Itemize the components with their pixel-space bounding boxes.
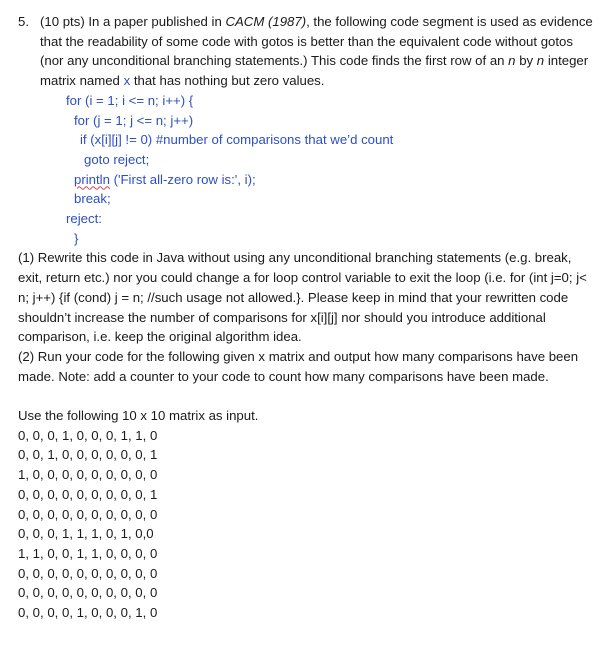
part-1-text: (1) Rewrite this code in Java without using any unconditional branching statements (e.g. break, exit, return etc.) nor you could change a for loop control variable to exit the loop (i.e. for (int j=0; j< n; j++) {if (cond) j = n; //such usage not allowed.}. Please keep in mind that your rewritten code shouldn’t increase the number of comparisons for x[i][j] nor should you introduce additional comparison, i.e. keep the original algorithm idea. — [18, 250, 587, 345]
matrix-row: 0, 0, 0, 0, 0, 0, 0, 0, 0, 1 — [18, 486, 158, 502]
matrix-row: 0, 0, 0, 1, 0, 0, 0, 1, 1, 0 — [18, 427, 158, 443]
matrix-row: 0, 0, 1, 0, 0, 0, 0, 0, 0, 1 — [18, 447, 158, 463]
code-line-5 — [66, 170, 596, 190]
venue-text: CACM (1987) — [225, 14, 307, 29]
code-block — [66, 91, 596, 249]
matrix-intro: Use the following 10 x 10 matrix as input. — [18, 408, 259, 424]
code-line-7: reject: — [66, 211, 102, 227]
question-header — [18, 12, 596, 91]
matrix-row: 0, 0, 0, 1, 1, 1, 0, 1, 0,0 — [18, 526, 154, 542]
intro-text-1: , the following code segment is used as evidence that the readability of some code with gotos is better than the equivalent code without gotos (nor any unconditional branching statements.) This code finds the first row of an — [40, 14, 593, 69]
code-line-2: for (j = 1; j <= n; j++) — [74, 112, 194, 128]
matrix-row: 0, 0, 0, 0, 1, 0, 0, 0, 1, 0 — [18, 605, 158, 621]
by-text: by — [519, 53, 534, 69]
points-text: (10 pts) In a paper published in — [40, 14, 222, 29]
matrix-rows — [18, 426, 596, 623]
question-intro — [40, 12, 596, 91]
question-number: 5. — [18, 14, 29, 29]
intro-text-2: integer matrix named — [40, 53, 589, 89]
code-line-8: } — [74, 230, 79, 246]
var-n-2: n — [536, 53, 545, 69]
matrix-row: 0, 0, 0, 0, 0, 0, 0, 0, 0, 0 — [18, 565, 158, 581]
code-line-1: for (i = 1; i <= n; i++) { — [66, 92, 194, 108]
matrix-row: 1, 1, 0, 0, 1, 1, 0, 0, 0, 0 — [18, 545, 158, 561]
code-line-4: goto reject; — [84, 151, 150, 167]
matrix-row: 1, 0, 0, 0, 0, 0, 0, 0, 0, 0 — [18, 467, 158, 483]
var-n-1: n — [508, 53, 516, 69]
intro-text-3: that has nothing but zero values. — [133, 73, 325, 89]
var-x: x — [123, 73, 131, 89]
spacer — [18, 386, 596, 406]
matrix-row: 0, 0, 0, 0, 0, 0, 0, 0, 0, 0 — [18, 585, 158, 601]
println-keyword: println — [74, 171, 110, 187]
question-5 — [18, 12, 596, 623]
println-args: ('First all-zero row is:', i); — [109, 171, 256, 187]
part-2-text: (2) Run your code for the following given x matrix and output how many comparisons have been made. Note: add a counter to your code to count how many comparisons have been made. — [18, 348, 579, 384]
matrix-row: 0, 0, 0, 0, 0, 0, 0, 0, 0, 0 — [18, 506, 158, 522]
code-line-6: break; — [74, 191, 111, 207]
code-line-3: if (x[i][j] != 0) #number of comparisons that we’d count — [80, 132, 394, 148]
